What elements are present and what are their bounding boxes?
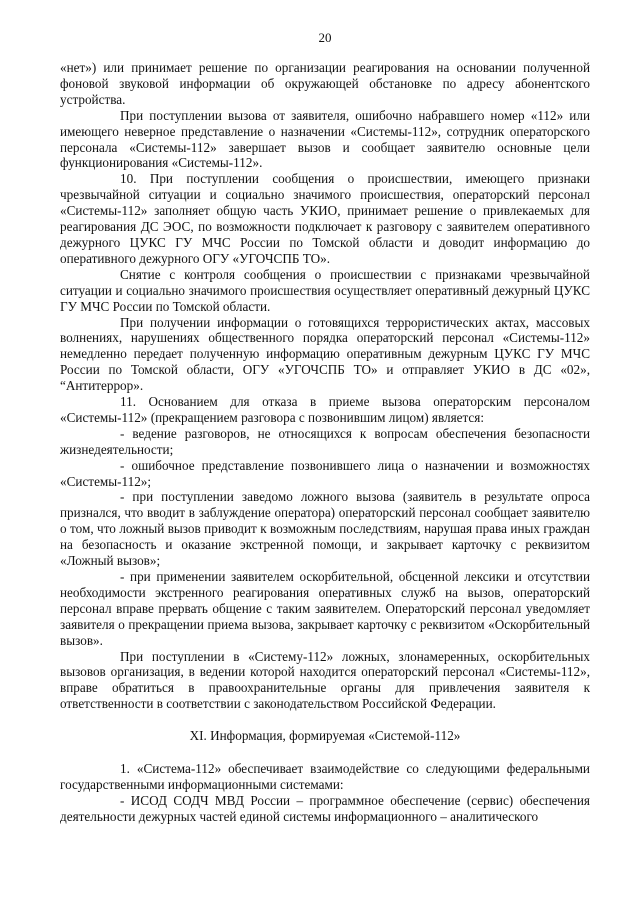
- document-body: [60, 60, 590, 825]
- paragraph: При поступлении в «Систему-112» ложных, злонамеренных, оскорбительных вызовов организация, в ведении которой находится операторский персонал «Системы-112», вправе обратиться в правоохранительные органы для привлечения заявителя к ответственности в соответствии с законодательством Российской Федерации.: [60, 648, 590, 712]
- paragraphs-top: [60, 60, 590, 712]
- paragraph: 11. Основанием для отказа в приеме вызова операторским персоналом «Системы-112» (прекращением разговора с позвонившим лицом) является:: [60, 394, 590, 425]
- paragraph: 10. При поступлении сообщения о происшествии, имеющего признаки чрезвычайной ситуации и социально значимого происшествия, операторский персонал «Системы-112» заполняет общую часть УКИО, принимает решение о привлекаемых для реагирования ДС ЭОС, по возможности подключает к разговору с заявителем оперативного дежурного ЦУКС ГУ МЧС России по Томской области и доводит информацию до оперативного дежурного ОГУ «УГОЧСПБ ТО».: [60, 171, 590, 266]
- paragraph: При поступлении вызова от заявителя, ошибочно набравшего номер «112» или имеющего неверное представление о назначении «Системы-112», сотрудник операторского персонала «Системы-112» завершает вызов и сообщает заявителю основные цели функционирования «Системы-112».: [60, 107, 590, 171]
- paragraph: При получении информации о готовящихся террористических актах, массовых волнениях, нарушениях общественного порядка операторский персонал «Системы-112» немедленно передает полученную информацию оперативным дежурным ЦУКС ГУ МЧС России по Томской области, ОГУ «УГОЧСПБ ТО» и отправляет УКИО в ДС «02», “Антитеррор».: [60, 314, 590, 394]
- paragraph: Снятие с контроля сообщения о происшествии с признаками чрезвычайной ситуации и социально значимого происшествия осуществляет оперативный дежурный ЦУКС ГУ МЧС России по Томской области.: [60, 266, 590, 314]
- paragraphs-bottom: [60, 761, 590, 825]
- paragraph: 1. «Система-112» обеспечивает взаимодействие со следующими федеральными государственными информационными системами:: [60, 761, 590, 793]
- paragraph: - ведение разговоров, не относящихся к вопросам обеспечения безопасности жизнедеятельности;: [60, 425, 590, 457]
- paragraph: «нет») или принимает решение по организации реагирования на основании полученной фоновой звуковой информации об окружающей обстановке по адресу абонентского устройства.: [60, 60, 590, 107]
- paragraph: - при применении заявителем оскорбительной, обсценной лексики и отсутствии необходимости экстренного реагирования оперативных служб на вызов, операторский персонал вправе прервать общение с таким заявителем. Операторский персонал уведомляет заявителя о прекращении приема вызова, закрывает карточку с реквизитом «Оскорбительный вызов».: [60, 569, 590, 648]
- section-heading: XI. Информация, формируемая «Системой-112»: [189, 728, 461, 744]
- paragraph: - ошибочное представление позвонившего лица о назначении и возможностях «Системы-112»;: [60, 457, 590, 489]
- paragraph: - ИСОД СОДЧ МВД России – программное обеспечение (сервис) обеспечения деятельности дежурных частей единой системы информационного – аналитического: [60, 792, 590, 824]
- paragraph: - при поступлении заведомо ложного вызова (заявитель в результате опроса признался, что вводит в заблуждение оператора) операторский персонал сообщает заявителю о том, что ложный вызов приводит к возможным последствиям, нарушая права иных граждан на безопасность и оказание экстренной помощи, и закрывает карточку с реквизитом «Ложный вызов»;: [60, 489, 590, 569]
- page-number: 20: [318, 30, 332, 45]
